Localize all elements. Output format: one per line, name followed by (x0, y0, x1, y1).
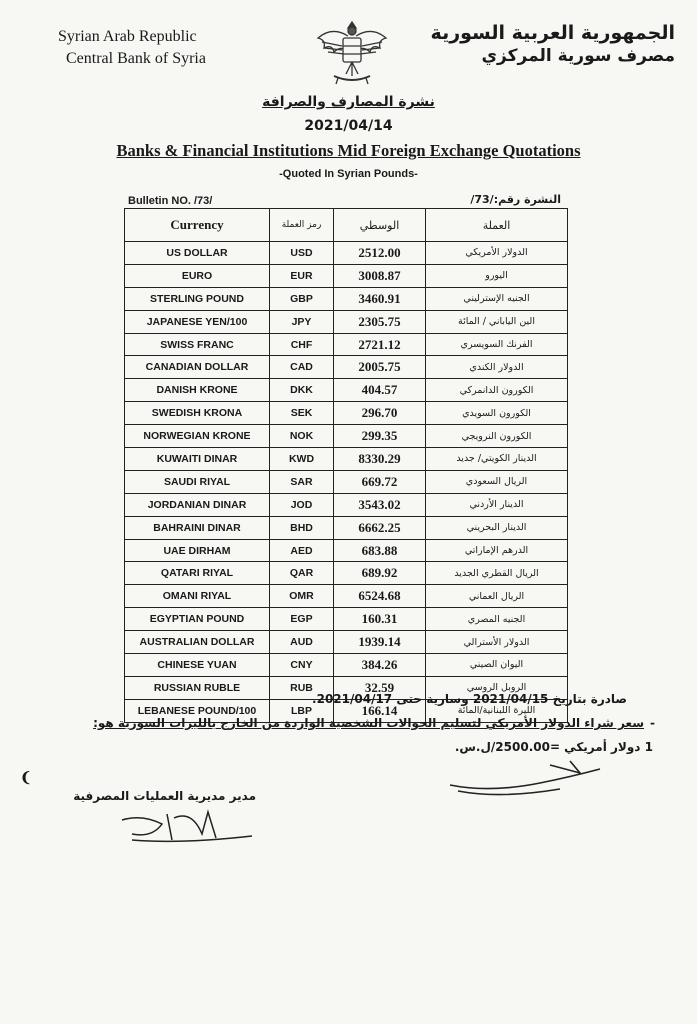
code-cell: NOK (270, 425, 334, 448)
currency-cell: SAUDI RIYAL (125, 470, 270, 493)
table-row (125, 608, 568, 631)
table-row (125, 493, 568, 516)
bullet-dash: - (650, 716, 655, 730)
arabic-currency-cell: الدولار الكندي (426, 356, 568, 379)
table-row (125, 287, 568, 310)
bulletin-date: 2021/04/14 (304, 118, 393, 134)
manager-title: مدير مديرية العمليات المصرفية (73, 789, 256, 803)
header-mid: الوسطي (334, 209, 426, 242)
currency-cell: SWISS FRANC (125, 333, 270, 356)
arabic-currency-cell: الكورون الدانمركي (426, 379, 568, 402)
currency-cell: EGYPTIAN POUND (125, 608, 270, 631)
usd-remittance-note (93, 716, 655, 730)
mid-rate-cell: 3543.02 (334, 493, 426, 516)
table-row (125, 379, 568, 402)
mid-rate-cell: 296.70 (334, 402, 426, 425)
currency-cell: AUSTRALIAN DOLLAR (125, 631, 270, 654)
arabic-currency-cell: الدينار البحريني (426, 516, 568, 539)
code-cell: EGP (270, 608, 334, 631)
arabic-currency-cell: الدينار الكويتي/ جديد (426, 448, 568, 471)
mid-rate-cell: 6662.25 (334, 516, 426, 539)
code-cell: QAR (270, 562, 334, 585)
table-row (125, 356, 568, 379)
currency-cell: LEBANESE POUND/100 (125, 699, 270, 722)
code-cell: CAD (270, 356, 334, 379)
currency-cell: JAPANESE YEN/100 (125, 310, 270, 333)
mid-rate-cell: 3460.91 (334, 287, 426, 310)
code-cell: KWD (270, 448, 334, 471)
code-cell: AED (270, 539, 334, 562)
table-row (125, 470, 568, 493)
usd-remittance-text: سعر شراء الدولار الأمريكي لتسليم الحوالات الشخصية الواردة من الخارج بالليرات السورية هو: (93, 716, 645, 730)
quoted-note: -Quoted In Syrian Pounds- (279, 168, 418, 180)
code-cell: GBP (270, 287, 334, 310)
table-row (125, 264, 568, 287)
arabic-currency-cell: الريال القطري الجديد (426, 562, 568, 585)
mid-rate-cell: 2005.75 (334, 356, 426, 379)
currency-cell: NORWEGIAN KRONE (125, 425, 270, 448)
arabic-currency-cell: الروبل الروسي (426, 676, 568, 699)
signature-left (112, 800, 262, 845)
country-name: Syrian Arab Republic (58, 28, 197, 45)
arabic-currency-cell: الكورون النرويجي (426, 425, 568, 448)
table-header-row (125, 209, 568, 242)
mid-rate-cell: 166.14 (334, 699, 426, 722)
currency-cell: DANISH KRONE (125, 379, 270, 402)
mid-rate-cell: 2721.12 (334, 333, 426, 356)
usd-remittance-value: 1 دولار أمريكي =2500.00/ل.س. (454, 740, 653, 754)
arabic-currency-cell: الليرة اللبنانية/المائة (426, 699, 568, 722)
arabic-currency-cell: الجنيه الإسترليني (426, 287, 568, 310)
arabic-currency-cell: الدولار الأمريكي (426, 242, 568, 265)
header-currency: Currency (125, 209, 270, 242)
code-cell: JOD (270, 493, 334, 516)
english-title: Banks & Financial Institutions Mid Foreign Exchange Quotations (116, 141, 581, 160)
arabic-currency-cell: الجنيه المصري (426, 608, 568, 631)
bank-name: Central Bank of Syria (66, 50, 206, 67)
table-row (125, 585, 568, 608)
table-row (125, 333, 568, 356)
mid-rate-cell: 683.88 (334, 539, 426, 562)
arabic-country-name: الجمهورية العربية السورية (430, 22, 675, 44)
code-cell: OMR (270, 585, 334, 608)
arabic-title: نشرة المصارف والصرافة (262, 94, 435, 110)
currency-cell: QATARI RIYAL (125, 562, 270, 585)
code-cell: CNY (270, 654, 334, 677)
table-row (125, 562, 568, 585)
currency-cell: JORDANIAN DINAR (125, 493, 270, 516)
table-row (125, 402, 568, 425)
arabic-currency-cell: الريال العماني (426, 585, 568, 608)
code-cell: USD (270, 242, 334, 265)
signature-right (430, 755, 620, 805)
currency-cell: RUSSIAN RUBLE (125, 676, 270, 699)
currency-cell: OMANI RIYAL (125, 585, 270, 608)
mid-rate-cell: 299.35 (334, 425, 426, 448)
margin-mark-icon: ❨ (20, 770, 32, 786)
code-cell: LBP (270, 699, 334, 722)
arabic-currency-cell: الدرهم الإماراتي (426, 539, 568, 562)
table-row (125, 539, 568, 562)
mid-rate-cell: 8330.29 (334, 448, 426, 471)
bulletin-number-en: Bulletin NO. /73/ (128, 195, 213, 207)
english-header (58, 26, 206, 70)
currency-cell: CANADIAN DOLLAR (125, 356, 270, 379)
mid-rate-cell: 2512.00 (334, 242, 426, 265)
code-cell: RUB (270, 676, 334, 699)
code-cell: SEK (270, 402, 334, 425)
code-cell: EUR (270, 264, 334, 287)
arabic-currency-cell: الفرنك السويسري (426, 333, 568, 356)
code-cell: DKK (270, 379, 334, 402)
mid-rate-cell: 669.72 (334, 470, 426, 493)
table-row (125, 242, 568, 265)
header-currency-ar: العملة (426, 209, 568, 242)
currency-cell: BAHRAINI DINAR (125, 516, 270, 539)
validity-note: صادرة بتاريخ 2021/04/15 وسارية حتى 2021/04/17. (312, 692, 627, 706)
table-row (125, 654, 568, 677)
code-cell: CHF (270, 333, 334, 356)
mid-rate-cell: 3008.87 (334, 264, 426, 287)
currency-cell: KUWAITI DINAR (125, 448, 270, 471)
arabic-currency-cell: الريال السعودي (426, 470, 568, 493)
arabic-bank-name: مصرف سورية المركزي (481, 46, 675, 66)
mid-rate-cell: 384.26 (334, 654, 426, 677)
header-code: رمز العملة (270, 209, 334, 242)
currency-cell: UAE DIRHAM (125, 539, 270, 562)
code-cell: JPY (270, 310, 334, 333)
currency-cell: SWEDISH KRONA (125, 402, 270, 425)
table-row (125, 631, 568, 654)
currency-cell: CHINESE YUAN (125, 654, 270, 677)
table-row (125, 425, 568, 448)
table-body (125, 242, 568, 723)
arabic-currency-cell: الدولار الأسترالي (426, 631, 568, 654)
arabic-currency-cell: الين الياباني / المائة (426, 310, 568, 333)
arabic-header (431, 22, 675, 66)
code-cell: BHD (270, 516, 334, 539)
eagle-emblem-icon (312, 16, 392, 88)
arabic-currency-cell: اليورو (426, 264, 568, 287)
mid-rate-cell: 1939.14 (334, 631, 426, 654)
mid-rate-cell: 689.92 (334, 562, 426, 585)
mid-rate-cell: 2305.75 (334, 310, 426, 333)
currency-cell: STERLING POUND (125, 287, 270, 310)
currency-cell: US DOLLAR (125, 242, 270, 265)
mid-rate-cell: 404.57 (334, 379, 426, 402)
arabic-currency-cell: الكورون السويدي (426, 402, 568, 425)
mid-rate-cell: 6524.68 (334, 585, 426, 608)
mid-rate-cell: 160.31 (334, 608, 426, 631)
table-row (125, 310, 568, 333)
arabic-currency-cell: اليوان الصيني (426, 654, 568, 677)
arabic-currency-cell: الدينار الأردني (426, 493, 568, 516)
code-cell: AUD (270, 631, 334, 654)
code-cell: SAR (270, 470, 334, 493)
bulletin-number-ar: النشرة رقم:/73/ (470, 193, 561, 206)
table-row (125, 516, 568, 539)
table-row (125, 448, 568, 471)
exchange-rate-table (124, 208, 568, 723)
currency-cell: EURO (125, 264, 270, 287)
mid-rate-cell: 32.59 (334, 676, 426, 699)
